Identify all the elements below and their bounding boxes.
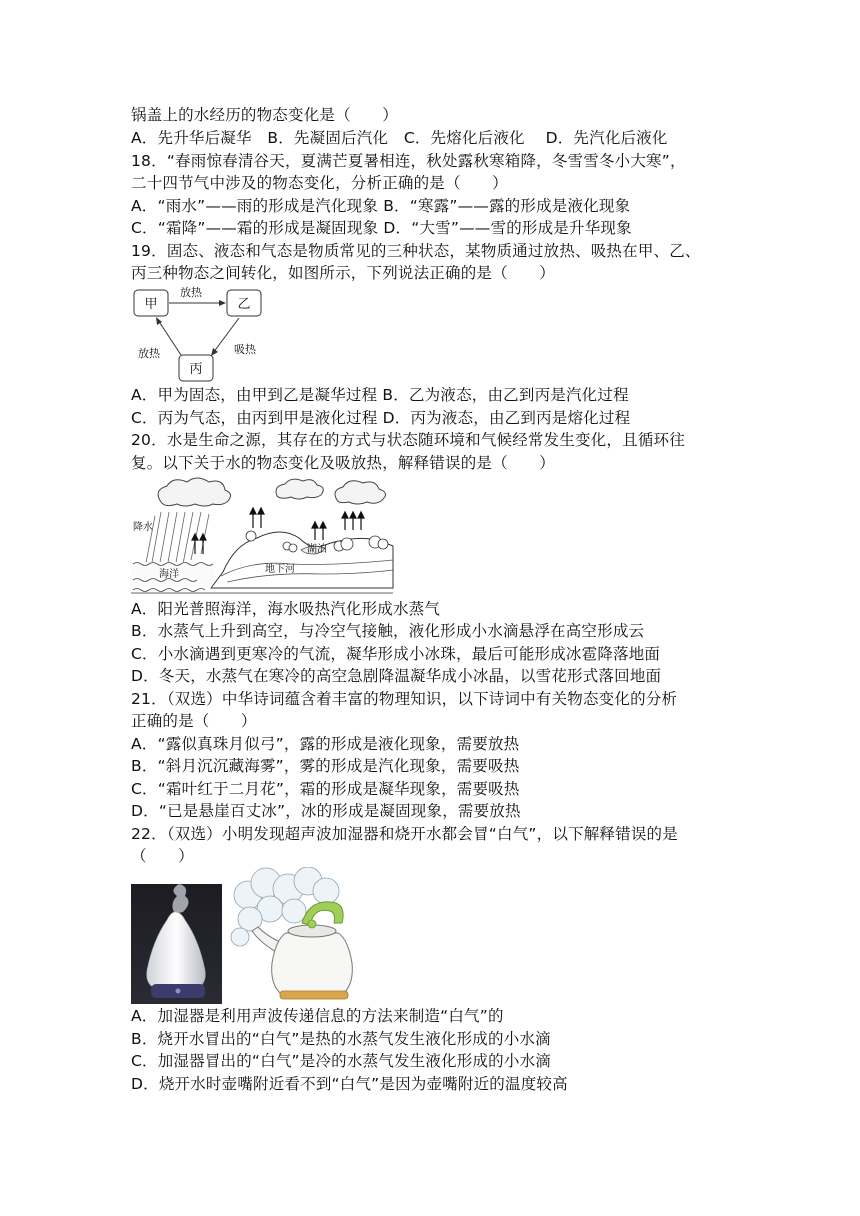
kettle-handle xyxy=(302,902,343,925)
state-bing-label: 丙 xyxy=(189,362,203,377)
q21-option-b: B．“斜月沉沉藏海雾”，雾的形成是汽化现象，需要吸热 xyxy=(131,757,520,775)
q20-option-d: D．冬天，水蒸气在寒冷的高空急剧降温凝华成小冰晶，以雪花形式落回地面 xyxy=(131,667,662,685)
q21-stem-2: 正确的是（ ） xyxy=(131,712,257,730)
q22-stem-2: （ ） xyxy=(131,847,194,865)
q21-option-d: D．“已是悬崖百丈冰”，冰的形成是凝固现象，需要放热 xyxy=(131,802,521,820)
arrowhead-yi-to-bing xyxy=(211,348,218,356)
q20-option-b: B．水蒸气上升到高空，与冷空气接触，液化形成小水滴悬浮在高空形成云 xyxy=(131,622,645,640)
q20-stem-2: 复。以下关于水的物态变化及吸放热，解释错误的是（ ） xyxy=(131,454,555,472)
q19-option-ab: A．甲为固态，由甲到乙是凝华过程 B．乙为液态，由乙到丙是汽化过程 xyxy=(131,386,629,404)
label-fangre-left: 放热 xyxy=(138,347,160,360)
state-change-diagram xyxy=(131,285,271,382)
label-xire: 吸热 xyxy=(234,343,256,356)
kettle-base xyxy=(280,991,348,999)
q18-option-cd: C．“霜降”——霜的形成是凝固现象 D．“大雪”——雪的形成是升华现象 xyxy=(131,219,632,237)
kettle-illustration xyxy=(230,867,356,1003)
q22-option-c: C．加湿器冒出的“白气”是冷的水蒸气发生液化形成的小水滴 xyxy=(131,1052,551,1070)
arrow-bing-to-jia xyxy=(158,320,181,355)
q19-stem-2: 丙三种物态之间转化，如图所示，下列说法正确的是（ ） xyxy=(131,264,555,282)
q18-stem-1: 18．“春雨惊春清谷天，夏满芒夏暑相连，秋处露秋寒箱降，冬雪雪冬小大寒”， xyxy=(131,152,686,170)
cloud-middle xyxy=(276,479,323,499)
humidifier-photo xyxy=(131,884,222,1004)
arrowhead-jia-to-yi xyxy=(219,300,226,306)
q20-option-c: C．小水滴遇到更寒冷的气流，凝华形成小冰珠，最后可能形成冰雹降落地面 xyxy=(131,645,661,663)
q22-option-a: A．加湿器是利用声波传递信息的方法来制造“白气”的 xyxy=(131,1007,504,1025)
q22-option-b: B．烧开水冒出的“白气”是热的水蒸气发生液化形成的小水滴 xyxy=(131,1030,551,1048)
q19-option-cd: C．丙为气态，由丙到甲是液化过程 D．丙为液态，由乙到丙是熔化过程 xyxy=(131,409,631,427)
q19-stem-1: 19．固态、液态和气态是物质常见的三种状态，某物质通过放热、吸热在甲、乙、 xyxy=(131,242,701,260)
q20-option-a: A．阳光普照海洋，海水吸热汽化形成水蒸气 xyxy=(131,600,441,618)
kettle-body xyxy=(272,933,353,993)
water-cycle-illustration xyxy=(131,476,395,596)
q17-stem-end: 锅盖上的水经历的物态变化是（ ） xyxy=(131,106,398,124)
label-jiangshui: 降水 xyxy=(133,522,153,533)
state-yi-label: 乙 xyxy=(237,297,251,312)
q20-stem-1: 20．水是生命之源，其存在的方式与状态随环境和气候经常发生变化，且循环往 xyxy=(131,431,685,449)
label-fangre-top: 放热 xyxy=(180,286,202,299)
q17-options: A．先升华后凝华 B．先凝固后汽化 C．先熔化后液化 D．先汽化后液化 xyxy=(131,129,668,147)
q21-option-c: C．“霜叶红于二月花”，霜的形成是凝华现象，需要吸热 xyxy=(131,780,520,798)
q21-option-a: A．“露似真珠月似弓”，露的形成是液化现象，需要放热 xyxy=(131,735,520,753)
arrowhead-bing-to-jia xyxy=(156,317,162,325)
cloud-right xyxy=(335,481,386,504)
q18-option-ab: A．“雨水”——雨的形成是汽化现象 B．“寒露”——露的形成是液化现象 xyxy=(131,197,631,215)
q21-stem-1: 21．（双选）中华诗词蕴含着丰富的物理知识，以下诗词中有关物态变化的分析 xyxy=(131,690,678,708)
label-haiyang: 海洋 xyxy=(159,569,179,580)
q18-stem-2: 二十四节气中涉及的物态变化，分析正确的是（ ） xyxy=(131,174,508,192)
state-jia-label: 甲 xyxy=(144,297,158,312)
cloud-left xyxy=(158,478,230,506)
label-dixiahe: 地下河 xyxy=(265,564,295,575)
label-hubo: 湖泊 xyxy=(307,544,327,555)
q22-stem-1: 22．（双选）小明发现超声波加湿器和烧开水都会冒“白气”，以下解释错误的是 xyxy=(131,825,678,843)
q22-option-d: D．烧开水时壶嘴附近看不到“白气”是因为壶嘴附近的温度较高 xyxy=(131,1075,568,1093)
